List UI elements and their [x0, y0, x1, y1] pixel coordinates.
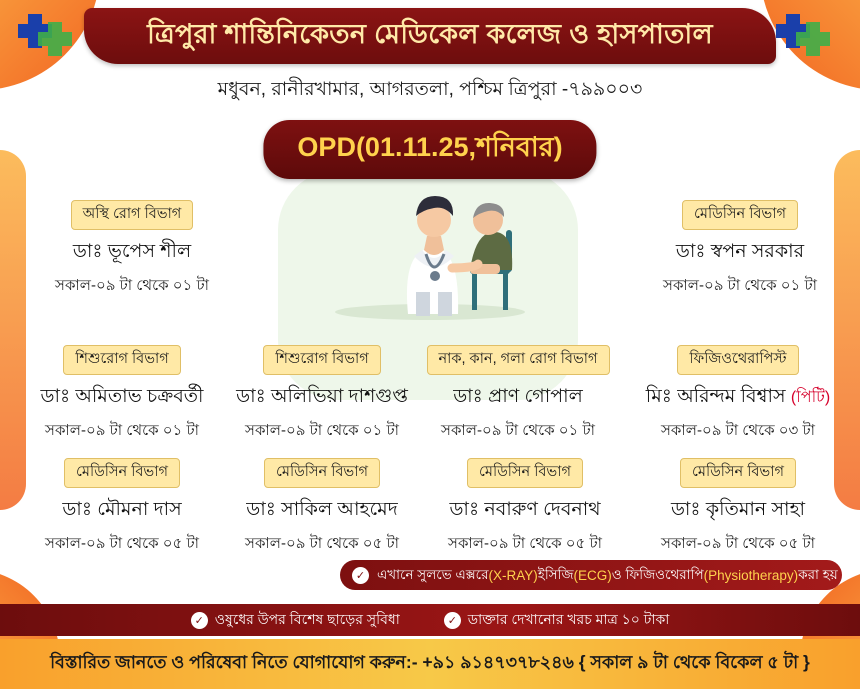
department-badge: শিশুরোগ বিভাগ — [63, 345, 180, 375]
services-text-after: করা হয় — [798, 566, 838, 582]
doctor-name: ডাঃ প্রাণ গোপাল — [453, 386, 583, 407]
page-title: ত্রিপুরা শান্তিনিকেতন মেডিকেল কলেজ ও হাসপাতাল — [147, 18, 713, 49]
doctor-time: সকাল-০৯ টা থেকে ০১ টা — [441, 422, 595, 439]
doctor-card — [640, 200, 840, 299]
decorative-wave-left — [0, 150, 26, 510]
doctor-name: ডাঃ নবারুণ দেবনাথ — [449, 499, 601, 520]
doctor-time: সকাল-০৯ টা থেকে ০৫ টা — [245, 535, 399, 552]
department-badge: মেডিসিন বিভাগ — [680, 458, 796, 488]
doctor-card — [222, 345, 422, 444]
doctor-name: ডাঃ সাকিল আহমেদ — [246, 499, 398, 520]
services-text-mid1: ইসিজি — [537, 566, 574, 582]
doctor-card — [638, 458, 838, 557]
department-badge: ফিজিওথেরাপিস্ট — [677, 345, 798, 375]
doctor-time: সকাল-০৯ টা থেকে ০৫ টা — [45, 535, 199, 552]
doctor-card — [638, 345, 838, 444]
services-strip — [340, 560, 842, 590]
opd-date-badge: OPD(01.11.25,শনিবার) — [263, 120, 596, 179]
check-icon: ✓ — [352, 567, 369, 584]
contact-text: বিস্তারিত জানতে ও পরিষেবা নিতে যোগাযোগ করুন:- +৯১ ৯১৪৭৩৭৮২৪৬ { সকাল ৯ টা থেকে বিকেল ৫ টা } — [50, 651, 810, 672]
doctor-name-tag: (পিটি) — [790, 389, 831, 406]
doctor-time: সকাল-০৯ টা থেকে ০১ টা — [55, 277, 209, 294]
hospital-address: মধুবন, রানীরখামার, আগরতলা, পশ্চিম ত্রিপুরা -৭৯৯০০৩ — [217, 79, 643, 100]
services-xray-label: (X-RAY) — [488, 567, 538, 583]
doctor-time: সকাল-০৯ টা থেকে ০১ টা — [45, 422, 199, 439]
offers-bar — [0, 604, 860, 636]
doctor-name: ডাঃ অমিতাভ চক্রবর্তী — [40, 386, 204, 407]
offer-label: ওষুধের উপর বিশেষ ছাড়ের সুবিধা — [214, 611, 400, 627]
offer-label: ডাক্তার দেখানোর খরচ মাত্র ১০ টাকা — [467, 611, 670, 627]
department-badge: শিশুরোগ বিভাগ — [263, 345, 380, 375]
doctor-card — [22, 458, 222, 557]
services-physio-label: (Physiotherapy) — [703, 567, 799, 583]
doctor-time: সকাল-০৯ টা থেকে ০৫ টা — [448, 535, 602, 552]
check-icon: ✓ — [444, 612, 461, 629]
doctor-name — [638, 382, 838, 414]
doctor-time: সকাল-০৯ টা থেকে ০১ টা — [663, 277, 817, 294]
services-ecg-label: (ECG) — [573, 567, 612, 583]
doctor-card — [22, 345, 222, 444]
services-text-before: এখানে সুলভে এক্সরে — [377, 566, 489, 582]
check-icon: ✓ — [191, 612, 208, 629]
department-badge: মেডিসিন বিভাগ — [682, 200, 798, 230]
doctor-name: ডাঃ স্বপন সরকার — [675, 241, 805, 262]
department-badge: অস্থি রোগ বিভাগ — [71, 200, 194, 230]
doctor-time: সকাল-০৯ টা থেকে ০৫ টা — [661, 535, 815, 552]
doctor-time: সকাল-০৯ টা থেকে ০৩ টা — [661, 422, 815, 439]
contact-footer — [0, 639, 860, 689]
offer-item — [191, 608, 400, 632]
doctor-card — [222, 458, 422, 557]
department-badge: মেডিসিন বিভাগ — [264, 458, 380, 488]
doctor-card — [418, 345, 618, 444]
offer-item — [444, 608, 670, 632]
doctor-name: ডাঃ মৌমনা দাস — [62, 499, 182, 520]
title-banner — [84, 8, 776, 64]
department-badge: মেডিসিন বিভাগ — [64, 458, 180, 488]
department-badge: নাক, কান, গলা রোগ বিভাগ — [427, 345, 610, 375]
medical-cross-logo-icon — [14, 8, 88, 66]
medical-cross-logo-icon — [772, 8, 846, 66]
doctor-patient-illustration-icon — [320, 172, 540, 322]
department-badge: মেডিসিন বিভাগ — [467, 458, 583, 488]
doctor-card — [32, 200, 232, 299]
doctor-card — [425, 458, 625, 557]
doctor-name-text: মিঃ অরিন্দম বিশ্বাস — [645, 386, 786, 407]
doctor-name: ডাঃ ভূপেস শীল — [72, 241, 192, 262]
services-text-mid2: ও ফিজিওথেরাপি — [611, 566, 704, 582]
doctor-name: ডাঃ কৃতিমান সাহা — [670, 499, 806, 520]
doctor-time: সকাল-০৯ টা থেকে ০১ টা — [245, 422, 399, 439]
doctor-name: ডাঃ অলিভিয়া দাশগুপ্ত — [236, 386, 408, 407]
